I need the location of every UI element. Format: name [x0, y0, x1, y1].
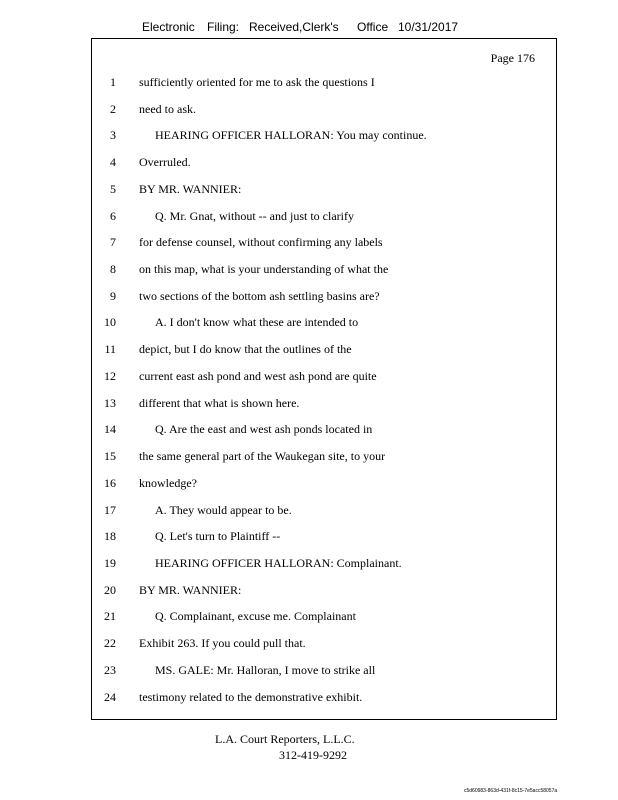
filing-received: Received,Clerk's	[249, 20, 339, 34]
line-text: different that what is shown here.	[139, 395, 300, 410]
filing-electronic: Electronic	[142, 20, 195, 34]
transcript-line	[92, 369, 556, 396]
transcript-line	[92, 609, 556, 636]
page-number: Page 176	[490, 51, 535, 65]
transcript-line	[92, 556, 556, 583]
transcript-line	[92, 449, 556, 476]
filing-label: Filing:	[207, 20, 240, 34]
line-number: 6	[110, 208, 116, 223]
transcript-line	[92, 209, 556, 236]
line-text: on this map, what is your understanding of what the	[139, 262, 389, 277]
line-text: Exhibit 263. If you could pull that.	[139, 636, 306, 651]
transcript-line	[92, 102, 556, 129]
line-number: 23	[104, 662, 116, 677]
line-number: 9	[110, 288, 116, 303]
line-text: for defense counsel, without confirming any labels	[139, 235, 383, 250]
transcript-page	[91, 38, 557, 720]
line-text: Overruled.	[139, 155, 191, 170]
line-number: 7	[110, 235, 116, 250]
transcript-line	[92, 289, 556, 316]
line-text: A. They would appear to be.	[155, 502, 292, 517]
transcript-line	[92, 315, 556, 342]
transcript-line	[92, 262, 556, 289]
line-text: BY MR. WANNIER:	[139, 181, 242, 196]
line-text: current east ash pond and west ash pond are quite	[139, 368, 377, 383]
line-text: the same general part of the Waukegan site, to your	[139, 449, 386, 464]
transcript-line	[92, 235, 556, 262]
transcript-line	[92, 690, 556, 717]
transcript-line	[92, 529, 556, 556]
line-text: MS. GALE: Mr. Halloran, I move to strike all	[155, 662, 376, 677]
transcript-line	[92, 155, 556, 182]
transcript-line	[92, 182, 556, 209]
transcript-line	[92, 583, 556, 610]
filing-office: Office	[357, 20, 389, 34]
line-text: BY MR. WANNIER:	[139, 582, 242, 597]
transcript-line	[92, 636, 556, 663]
filing-date: 10/31/2017	[398, 20, 459, 34]
line-text: Q. Let's turn to Plaintiff --	[155, 529, 281, 544]
transcript-line	[92, 503, 556, 530]
line-number: 17	[104, 502, 116, 517]
line-text: need to ask.	[139, 101, 196, 116]
transcript-line	[92, 128, 556, 155]
line-number: 12	[104, 368, 116, 383]
footer-phone: 312-419-9292	[279, 748, 347, 762]
line-text: Q. Complainant, excuse me. Complainant	[155, 609, 356, 624]
line-text: HEARING OFFICER HALLORAN: You may continue.	[155, 128, 427, 143]
transcript-line	[92, 75, 556, 102]
line-number: 22	[104, 636, 116, 651]
transcript-line	[92, 476, 556, 503]
line-text: two sections of the bottom ash settling basins are?	[139, 288, 380, 303]
line-number: 5	[110, 181, 116, 196]
line-text: Q. Are the east and west ash ponds located in	[155, 422, 373, 437]
line-number: 16	[104, 475, 116, 490]
transcript-line	[92, 663, 556, 690]
line-number: 19	[104, 555, 116, 570]
document-hash: c5d60983-863d-431f-8c15-7e5acc58057a	[464, 788, 558, 794]
line-text: knowledge?	[139, 475, 197, 490]
line-text: A. I don't know what these are intended to	[155, 315, 359, 330]
line-text: Q. Mr. Gnat, without -- and just to clarify	[155, 208, 354, 223]
footer-company: L.A. Court Reporters, L.L.C.	[215, 732, 355, 746]
line-number: 3	[110, 128, 116, 143]
line-text: depict, but I do know that the outlines of the	[139, 342, 352, 357]
line-text: testimony related to the demonstrative exhibit.	[139, 689, 363, 704]
line-number: 13	[104, 395, 116, 410]
line-number: 1	[110, 75, 116, 89]
line-number: 4	[110, 155, 116, 170]
line-number: 21	[104, 609, 116, 624]
line-number: 14	[104, 422, 116, 437]
line-number: 10	[104, 315, 116, 330]
line-number: 11	[104, 342, 116, 357]
line-number: 8	[110, 262, 116, 277]
line-number: 20	[104, 582, 116, 597]
line-number: 24	[104, 689, 116, 704]
transcript-line	[92, 396, 556, 423]
line-number: 15	[104, 449, 116, 464]
transcript-line	[92, 422, 556, 449]
line-number: 18	[104, 529, 116, 544]
line-number: 2	[110, 101, 116, 116]
line-text: HEARING OFFICER HALLORAN: Complainant.	[155, 555, 402, 570]
transcript-line	[92, 342, 556, 369]
line-text: sufficiently oriented for me to ask the questions I	[139, 75, 375, 89]
